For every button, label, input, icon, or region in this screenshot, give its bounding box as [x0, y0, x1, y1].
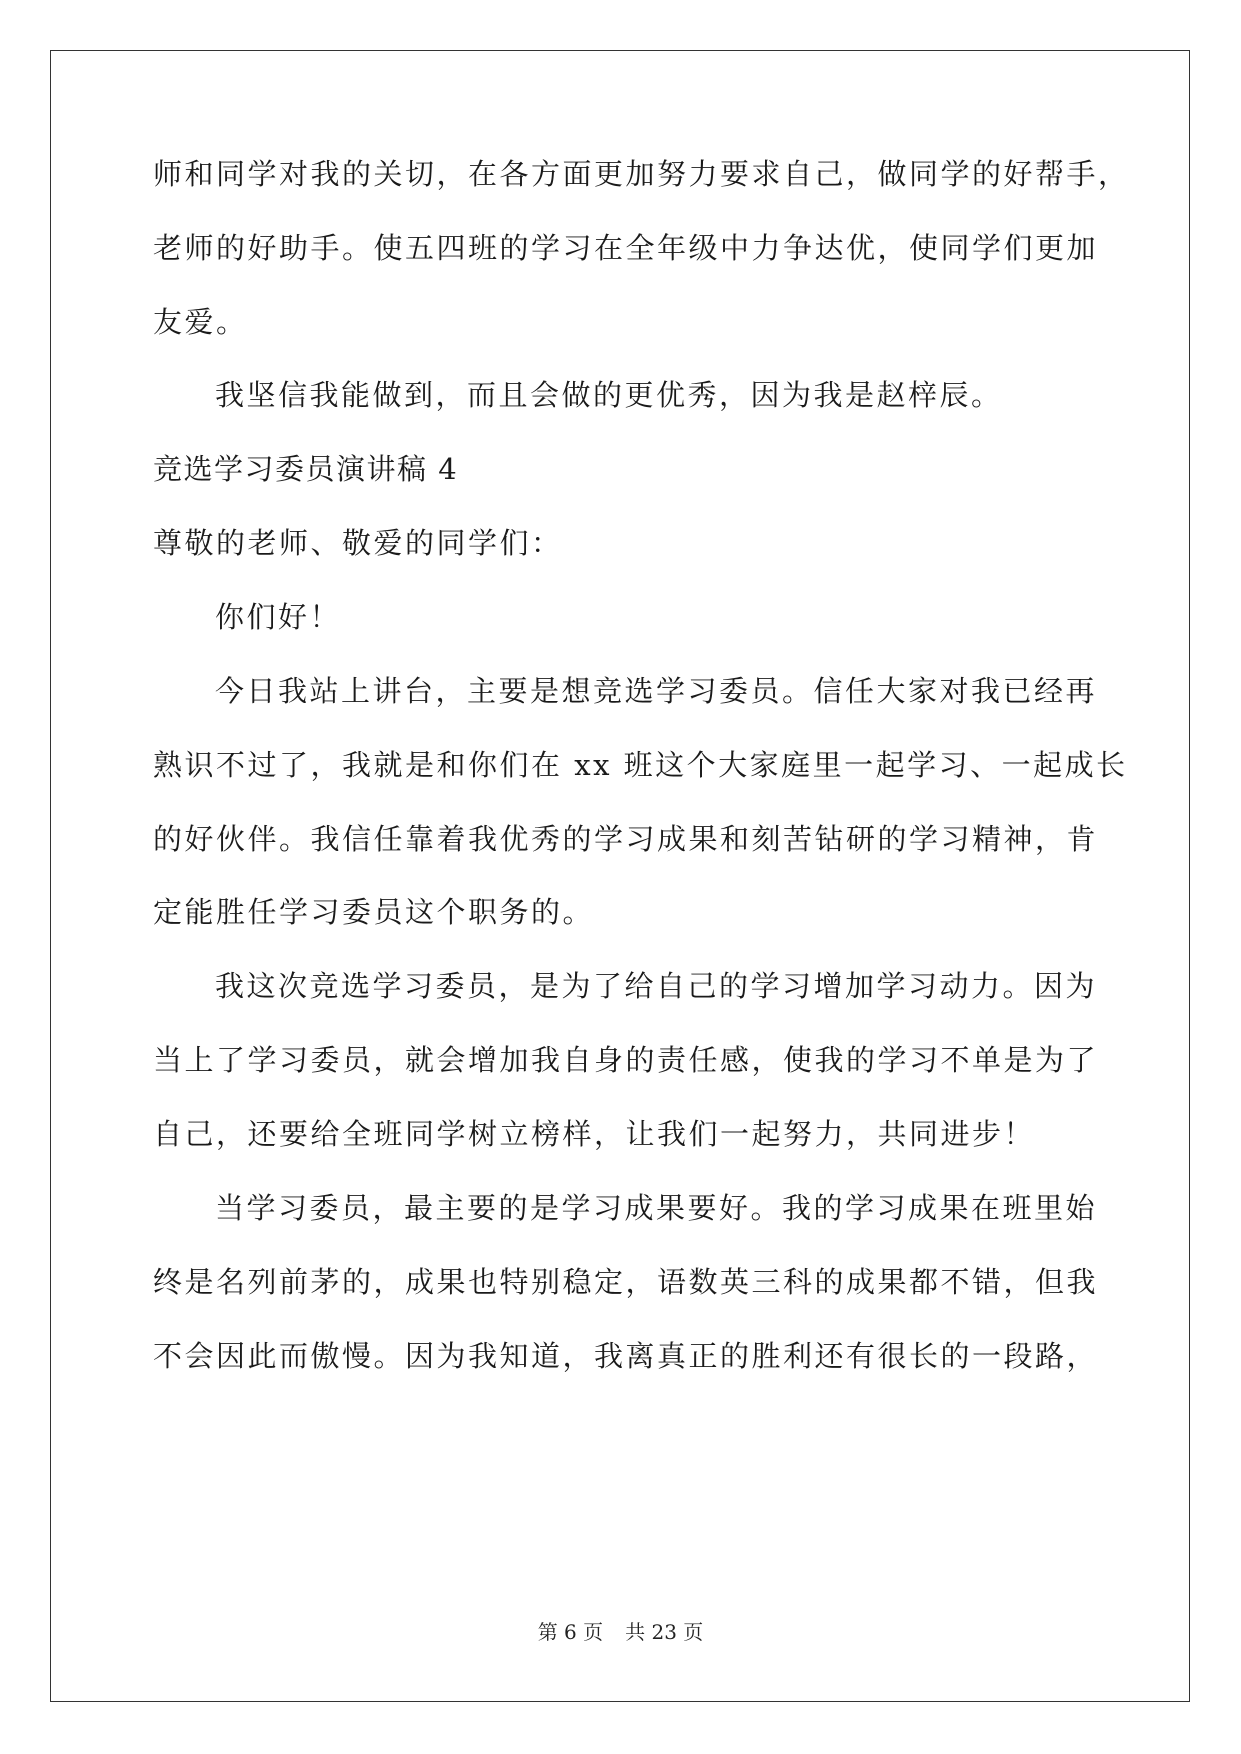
body-line-15: 当学习委员，最主要的是学习成果要好。我的学习成果在班里始: [215, 1191, 1098, 1225]
page-border: [50, 50, 1190, 1702]
body-line-12: 我这次竞选学习委员，是为了给自己的学习增加学习动力。因为: [215, 969, 1098, 1003]
body-line-8: 今日我站上讲台，主要是想竞选学习委员。信任大家对我已经再: [215, 674, 1098, 708]
salutation: 尊敬的老师、敬爱的同学们：: [153, 526, 563, 560]
body-line-4: 我坚信我能做到，而且会做的更优秀，因为我是赵梓辰。: [215, 378, 1003, 412]
body-line-17: 不会因此而傲慢。因为我知道，我离真正的胜利还有很长的一段路，: [153, 1339, 1099, 1373]
body-line-10: 的好伙伴。我信任靠着我优秀的学习成果和刻苦钻研的学习精神，肯: [153, 822, 1099, 856]
body-line-14: 自己，还要给全班同学树立榜样，让我们一起努力，共同进步！: [153, 1117, 1036, 1151]
body-line-2: 老师的好助手。使五四班的学习在全年级中力争达优，使同学们更加: [153, 231, 1099, 265]
current-page-number: 第 6 页: [537, 1620, 604, 1644]
page-footer: [0, 1620, 1241, 1644]
total-pages: 共 23 页: [625, 1620, 704, 1644]
body-line-1: 师和同学对我的关切，在各方面更加努力要求自己，做同学的好帮手，: [153, 157, 1130, 191]
body-line-9: 熟识不过了，我就是和你们在 xx 班这个大家庭里一起学习、一起成长: [153, 748, 1128, 782]
body-line-3: 友爱。: [153, 305, 248, 339]
greeting: 你们好！: [215, 600, 342, 634]
body-line-16: 终是名列前茅的，成果也特别稳定，语数英三科的成果都不错，但我: [153, 1265, 1099, 1299]
section-heading: 竞选学习委员演讲稿 4: [153, 452, 459, 486]
body-line-11: 定能胜任学习委员这个职务的。: [153, 895, 595, 929]
body-line-13: 当上了学习委员，就会增加我自身的责任感，使我的学习不单是为了: [153, 1043, 1099, 1077]
